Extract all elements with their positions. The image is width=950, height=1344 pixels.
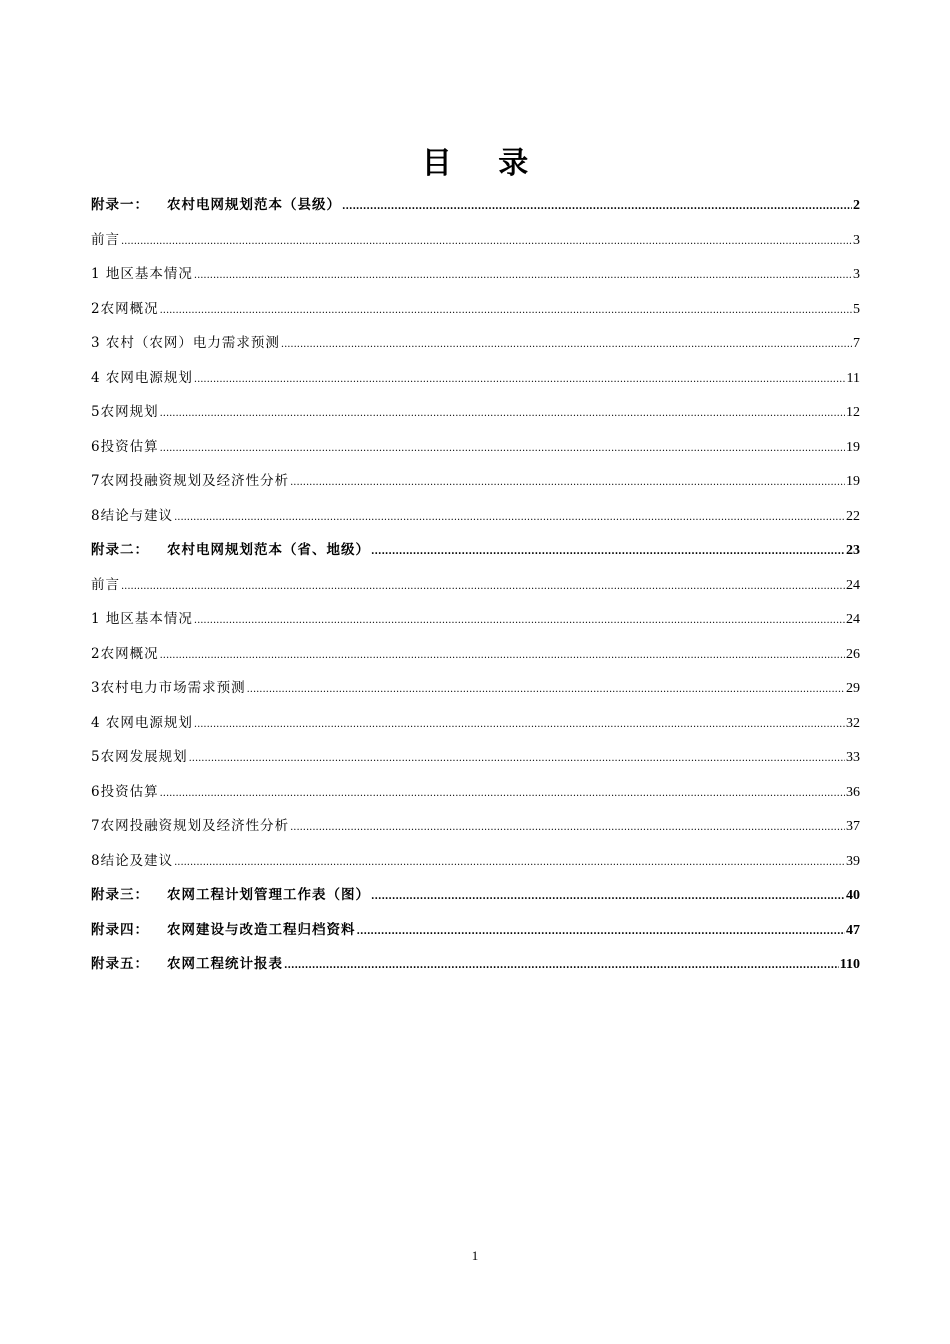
toc-entry[interactable] [91,568,860,603]
toc-entry-page-number: 110 [839,957,860,972]
toc-entry-prefix: 附录一： [91,197,149,213]
toc-entry-page-number: 23 [846,543,860,558]
toc-entry-page-number: 47 [846,922,860,938]
toc-entry[interactable] [91,395,860,430]
toc-entry-page-number: 40 [846,888,860,903]
toc-entry-text: 农网工程统计报表 [167,956,283,972]
toc-dot-leader [194,363,846,398]
toc-entry[interactable] [91,602,860,637]
toc-entry[interactable] [91,430,860,465]
toc-entry[interactable] [91,326,860,361]
toc-entry-text: 前言 [91,576,120,593]
toc-entry-text: 2农网概况 [91,300,159,317]
toc-entry-prefix: 附录二： [91,542,149,558]
toc-entry-page-number: 3 [853,267,860,282]
toc-entry-text: 8结论与建议 [91,507,174,524]
toc-dot-leader [189,742,845,777]
toc-entry-text: 农网建设与改造工程归档资料 [167,921,356,938]
toc-entry-label [91,878,370,913]
toc-entry-text: 4 农网电源规划 [91,369,193,386]
toc-entry-text: 5农网规划 [91,404,159,420]
table-of-contents [91,188,860,982]
toc-entry[interactable] [91,844,860,879]
toc-entry-page-number: 24 [846,612,860,627]
toc-dot-leader [121,225,852,260]
toc-entry-page-number: 7 [853,336,860,351]
toc-entry-page-number: 29 [846,681,860,696]
toc-entry-page-number: 33 [846,750,860,765]
toc-entry-label [91,568,120,603]
toc-entry-label [91,844,173,879]
toc-entry-label [91,430,159,465]
toc-dot-leader [174,846,845,881]
toc-entry-label [91,223,120,258]
toc-entry-label [91,947,283,982]
toc-entry-label [91,533,370,568]
toc-entry[interactable] [91,533,860,568]
toc-dot-leader [281,328,852,363]
toc-dot-leader [357,915,846,950]
toc-entry-text: 农村电网规划范本（省、地级） [167,542,370,558]
toc-dot-leader [290,466,845,501]
toc-entry-text: 3 农村（农网）电力需求预测 [91,335,280,351]
toc-entry[interactable] [91,913,860,948]
toc-title: 目 录 [421,146,547,181]
toc-entry-label [91,637,159,672]
toc-entry-prefix: 附录五： [91,956,149,972]
toc-entry-text: 农网工程计划管理工作表（图） [167,887,370,903]
toc-entry-label [91,499,173,534]
toc-entry-page-number: 12 [846,405,860,420]
toc-entry-label [91,671,246,706]
toc-dot-leader [284,949,839,984]
toc-entry-label [91,361,193,396]
toc-entry-page-number: 3 [853,232,860,248]
toc-entry-page-number: 39 [846,853,860,869]
toc-entry-text: 前言 [91,231,120,248]
toc-entry-page-number: 36 [846,784,860,800]
toc-entry-text: 3农村电力市场需求预测 [91,680,246,696]
toc-entry[interactable] [91,740,860,775]
toc-entry-text: 7农网投融资规划及经济性分析 [91,818,290,834]
toc-entry-page-number: 37 [846,819,860,834]
toc-entry-label [91,809,289,844]
toc-entry-label [91,292,159,327]
toc-entry[interactable] [91,637,860,672]
toc-dot-leader [194,259,852,294]
toc-entry[interactable] [91,878,860,913]
toc-dot-leader [174,501,845,536]
toc-dot-leader [121,570,845,605]
toc-entry[interactable] [91,809,860,844]
toc-entry-label [91,740,188,775]
toc-dot-leader [160,639,845,674]
toc-entry[interactable] [91,775,860,810]
toc-entry[interactable] [91,257,860,292]
toc-entry-prefix: 附录四： [91,921,149,938]
toc-entry-text: 5农网发展规划 [91,749,188,765]
toc-entry-text: 1 地区基本情况 [91,611,193,627]
toc-entry-text: 6投资估算 [91,438,159,455]
toc-entry-page-number: 19 [846,439,860,455]
toc-entry-text: 6投资估算 [91,783,159,800]
toc-entry-text: 4 农网电源规划 [91,714,193,731]
toc-entry-page-number: 32 [846,715,860,731]
toc-entry[interactable] [91,671,860,706]
toc-entry-page-number: 11 [846,370,860,386]
toc-dot-leader [194,708,845,743]
toc-entry-text: 8结论及建议 [91,852,174,869]
toc-entry-page-number: 26 [846,646,860,662]
toc-dot-leader [160,432,845,467]
toc-entry-label [91,775,159,810]
toc-entry-label [91,913,356,948]
toc-entry-page-number: 22 [846,508,860,524]
toc-entry-label [91,706,193,741]
toc-entry-prefix: 附录三： [91,887,149,903]
toc-entry[interactable] [91,706,860,741]
page-number: 1 [471,1248,479,1263]
toc-entry-text: 2农网概况 [91,645,159,662]
toc-entry-label [91,326,280,361]
toc-entry-text: 1 地区基本情况 [91,266,193,282]
toc-dot-leader [160,777,845,812]
toc-dot-leader [194,604,845,639]
toc-entry-text: 7农网投融资规划及经济性分析 [91,473,290,489]
toc-entry[interactable] [91,947,860,982]
toc-entry-label [91,464,289,499]
toc-entry-label [91,395,159,430]
toc-entry[interactable] [91,361,860,396]
toc-entry[interactable] [91,499,860,534]
toc-dot-leader [290,811,845,846]
toc-dot-leader [160,294,852,329]
toc-entry-label [91,188,341,223]
toc-entry[interactable] [91,292,860,327]
toc-entry-text: 农村电网规划范本（县级） [167,197,341,213]
toc-entry-page-number: 24 [846,577,860,593]
toc-entry-page-number: 2 [853,198,860,213]
toc-entry-page-number: 19 [846,474,860,489]
toc-entry-label [91,257,193,292]
toc-dot-leader [247,673,845,708]
toc-dot-leader [160,397,845,432]
toc-entry-page-number: 5 [853,301,860,317]
toc-entry[interactable] [91,188,860,223]
toc-dot-leader [342,190,852,225]
toc-entry[interactable] [91,223,860,258]
toc-dot-leader [371,880,845,915]
toc-dot-leader [371,535,845,570]
toc-entry[interactable] [91,464,860,499]
toc-entry-label [91,602,193,637]
